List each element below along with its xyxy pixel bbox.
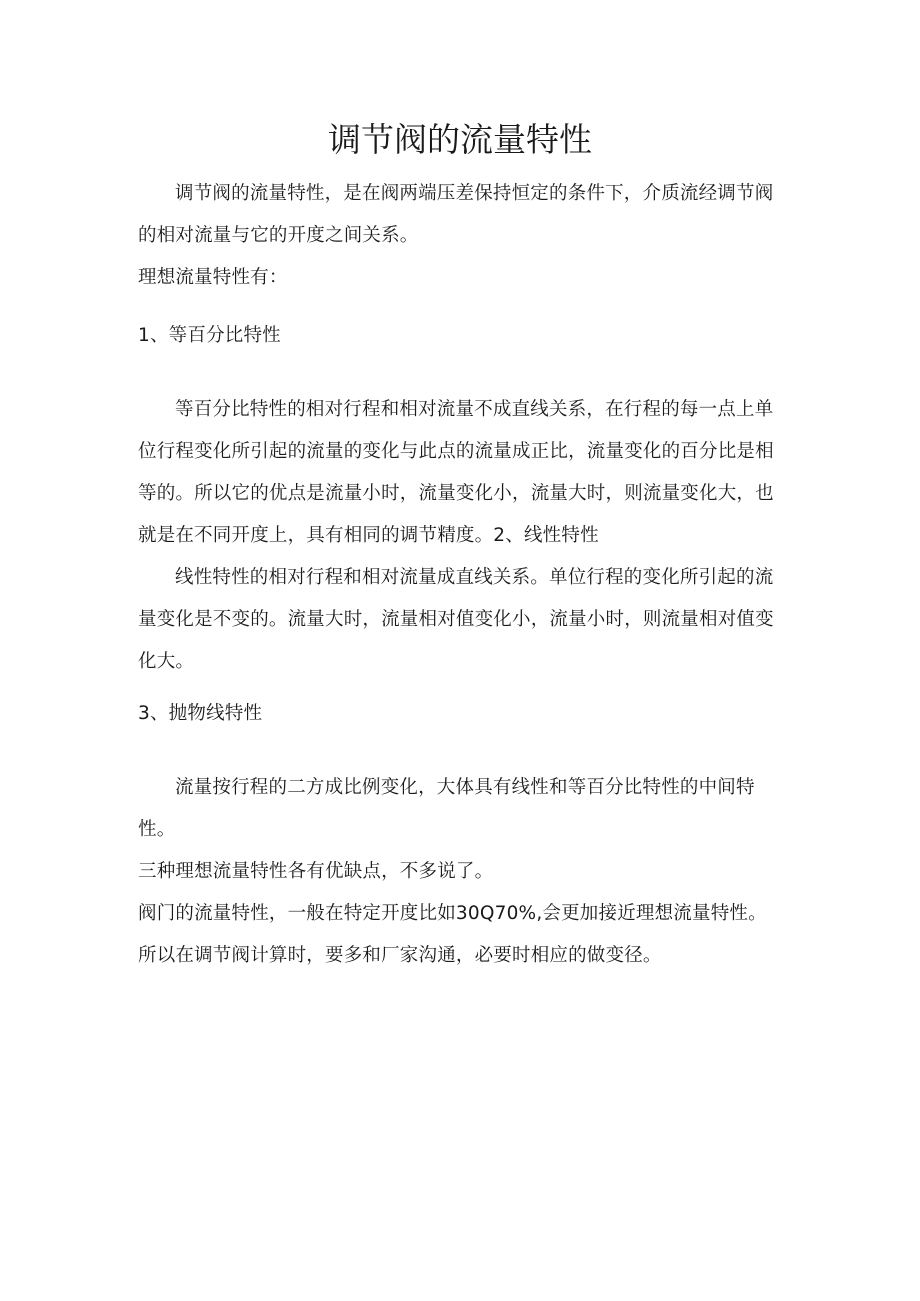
section-parabolic-heading: 3、抛物线特性 <box>138 703 263 724</box>
section-equal-percentage-heading: 1、等百分比特性 <box>138 325 281 346</box>
summary-paragraph: 三种理想流量特性各有优缺点，不多说了。 <box>138 861 494 882</box>
section-linear-body: 线性特性的相对行程和相对流量成直线关系。单位行程的变化所引起的流量变化是不变的。流量大时，流量相对值变化小，流量小时，则流量相对值变化大。 <box>138 567 774 672</box>
closing-paragraph: 阀门的流量特性，一般在特定开度比如30Q70%,会更加接近理想流量特性。所以在调节阀计算时，要多和厂家沟通，必要时相应的做变径。 <box>138 903 767 966</box>
section-parabolic-body: 流量按行程的二方成比例变化，大体具有线性和等百分比特性的中间特性。 <box>138 777 755 840</box>
ideal-characteristics-heading: 理想流量特性有： <box>138 267 288 288</box>
document-title: 调节阀的流量特性 <box>328 120 592 159</box>
intro-paragraph: 调节阀的流量特性，是在阀两端压差保持恒定的条件下，介质流经调节阀的相对流量与它的开度之间关系。 <box>138 183 774 246</box>
document-body <box>138 173 784 977</box>
section-equal-percentage-body: 等百分比特性的相对行程和相对流量不成直线关系，在行程的每一点上单位行程变化所引起的流量的变化与此点的流量成正比，流量变化的百分比是相等的。所以它的优点是流量小时，流量变化小，流量大时，则流量变化大，也就是在不同开度上，具有相同的调节精度。2、线性特性 <box>138 399 774 546</box>
